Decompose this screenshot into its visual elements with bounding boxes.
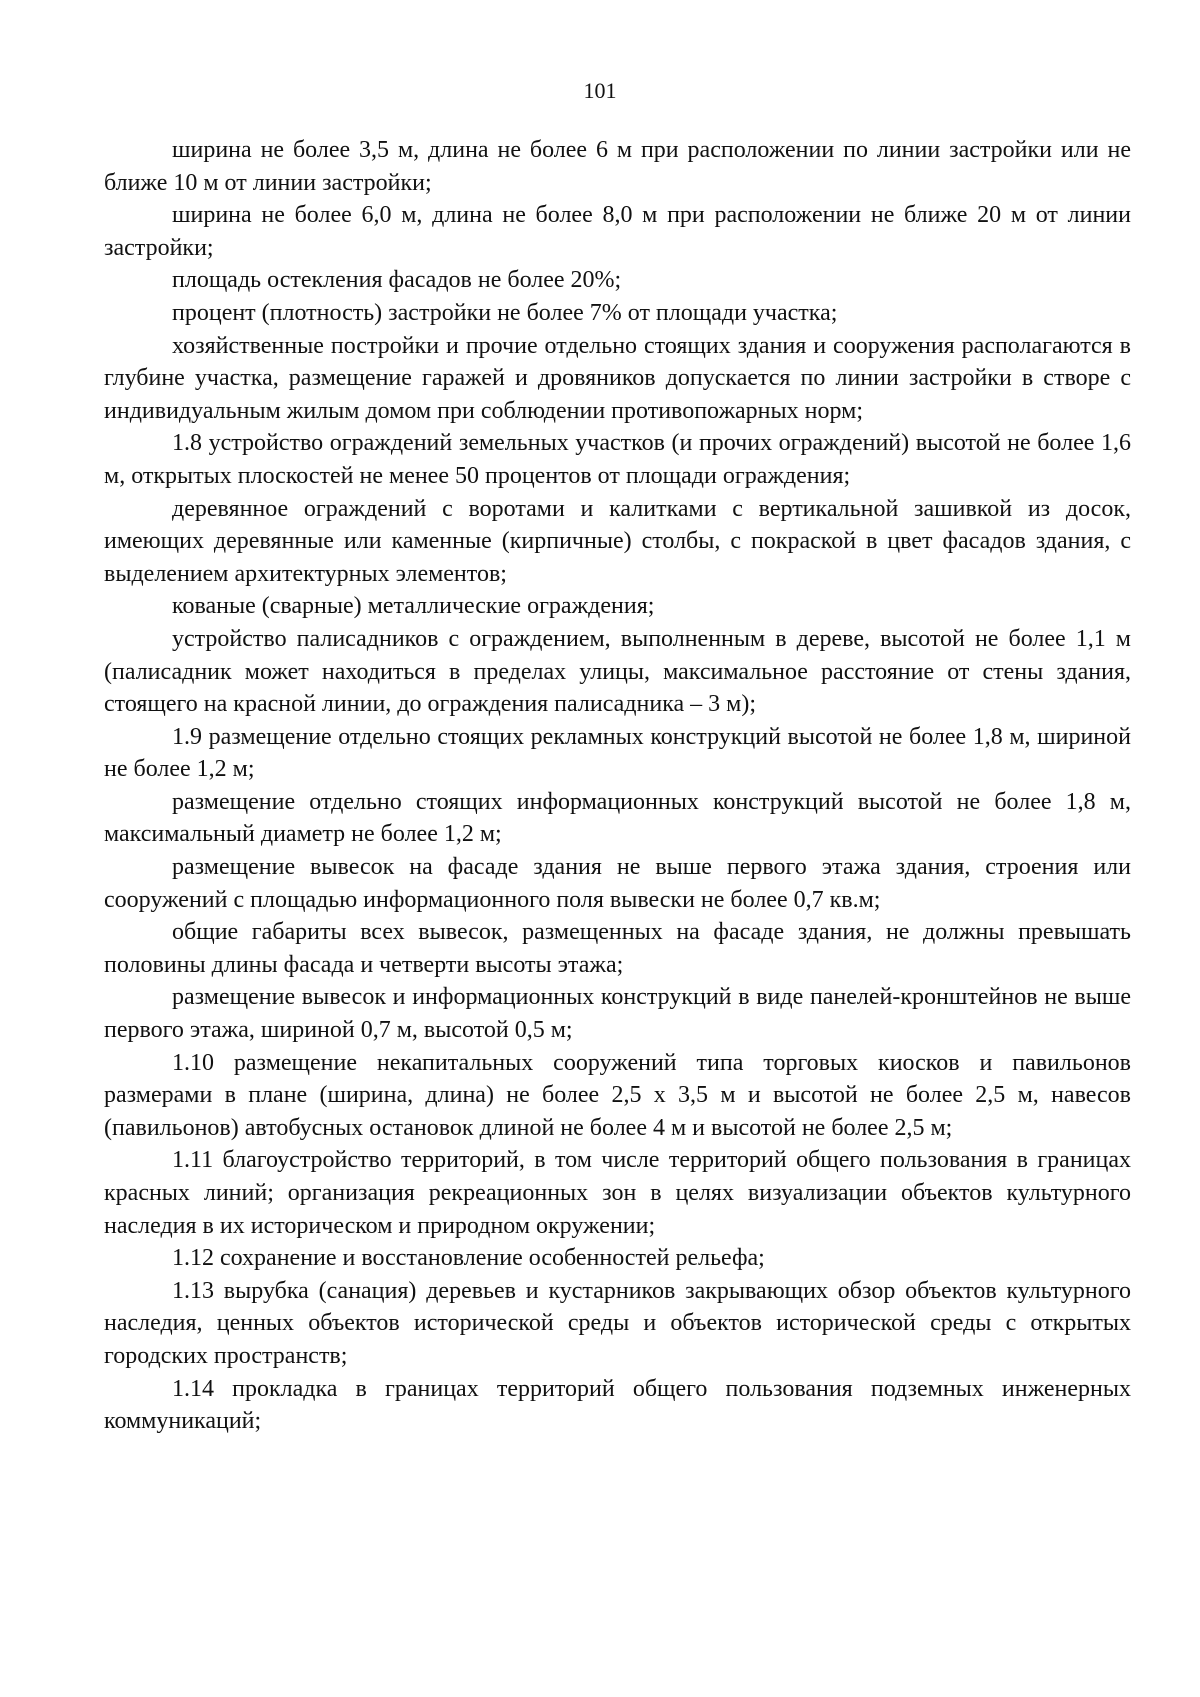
paragraph-12: размещение вывесок на фасаде здания не выше первого этажа здания, строения или сооружений с площадью информационного поля вывески не более 0,7 кв.м;: [104, 854, 1131, 913]
paragraph-3: площадь остекления фасадов не более 20%;: [172, 267, 622, 294]
paragraph-18: 1.13 вырубка (санация) деревьев и кустарников закрывающих обзор объектов культурного наследия, ценных объектов исторической среды и объектов исторической среды с открытых городских пространств;: [104, 1277, 1131, 1369]
paragraph-8: кованые (сварные) металлические ограждения;: [172, 593, 655, 620]
paragraph-6: 1.8 устройство ограждений земельных участков (и прочих ограждений) высотой не более 1,6 м, открытых плоскостей не менее 50 процентов от площади ограждения;: [104, 430, 1131, 489]
paragraph-19: 1.14 прокладка в границах территорий общего пользования подземных инженерных коммуникаций;: [104, 1375, 1131, 1435]
paragraph-14: размещение вывесок и информационных конструкций в виде панелей-кронштейнов не выше первого этажа, шириной 0,7 м, высотой 0,5 м;: [104, 984, 1131, 1044]
paragraph-11: размещение отдельно стоящих информационных конструкций высотой не более 1,8 м, максимальный диаметр не более 1,2 м;: [104, 788, 1131, 848]
document-body: [104, 134, 1131, 1438]
paragraph-2: ширина не более 6,0 м, длина не более 8,0 м при расположении не ближе 20 м от линии застройки;: [104, 202, 1131, 261]
paragraph-1: ширина не более 3,5 м, длина не более 6 м при расположении по линии застройки или не ближе 10 м от линии застройки;: [104, 137, 1131, 196]
paragraph-17: 1.12 сохранение и восстановление особенностей рельефа;: [172, 1245, 765, 1272]
paragraph-10: 1.9 размещение отдельно стоящих рекламных конструкций высотой не более 1,8 м, шириной не более 1,2 м;: [104, 723, 1131, 783]
paragraph-5: хозяйственные постройки и прочие отдельно стоящих здания и сооружения располагаются в глубине участка, размещение гаражей и дровяников допускается по линии застройки в створе с индивидуальным жилым домом при соблюдении противопожарных норм;: [104, 332, 1131, 424]
paragraph-13: общие габариты всех вывесок, размещенных на фасаде здания, не должны превышать половины длины фасада и четверти высоты этажа;: [104, 919, 1131, 978]
paragraph-4: процент (плотность) застройки не более 7% от площади участка;: [172, 299, 838, 326]
paragraph-9: устройство палисадников с ограждением, выполненным в дереве, высотой не более 1,1 м (палисадник может находиться в пределах улицы, максимальное расстояние от стены здания, стоящего на красной линии, до ограждения палисадника – 3 м);: [104, 625, 1131, 718]
paragraph-7: деревянное ограждений с воротами и калитками с вертикальной зашивкой из досок, имеющих деревянные или каменные (кирпичные) столбы, с покраской в цвет фасадов здания, с выделением архитектурных элементов;: [104, 495, 1131, 587]
paragraph-15: 1.10 размещение некапитальных сооружений типа торговых киосков и павильонов размерами в плане (ширина, длина) не более 2,5 х 3,5 м и высотой не более 2,5 м, навесов (павильонов) автобусных остановок длиной не более 4 м и высотой не более 2,5 м;: [104, 1049, 1131, 1141]
page-number: 101: [583, 78, 617, 103]
paragraph-16: 1.11 благоустройство территорий, в том числе территорий общего пользования в границах красных линий; организация рекреационных зон в целях визуализации объектов культурного наследия в их историческом и природном окружении;: [104, 1147, 1131, 1239]
